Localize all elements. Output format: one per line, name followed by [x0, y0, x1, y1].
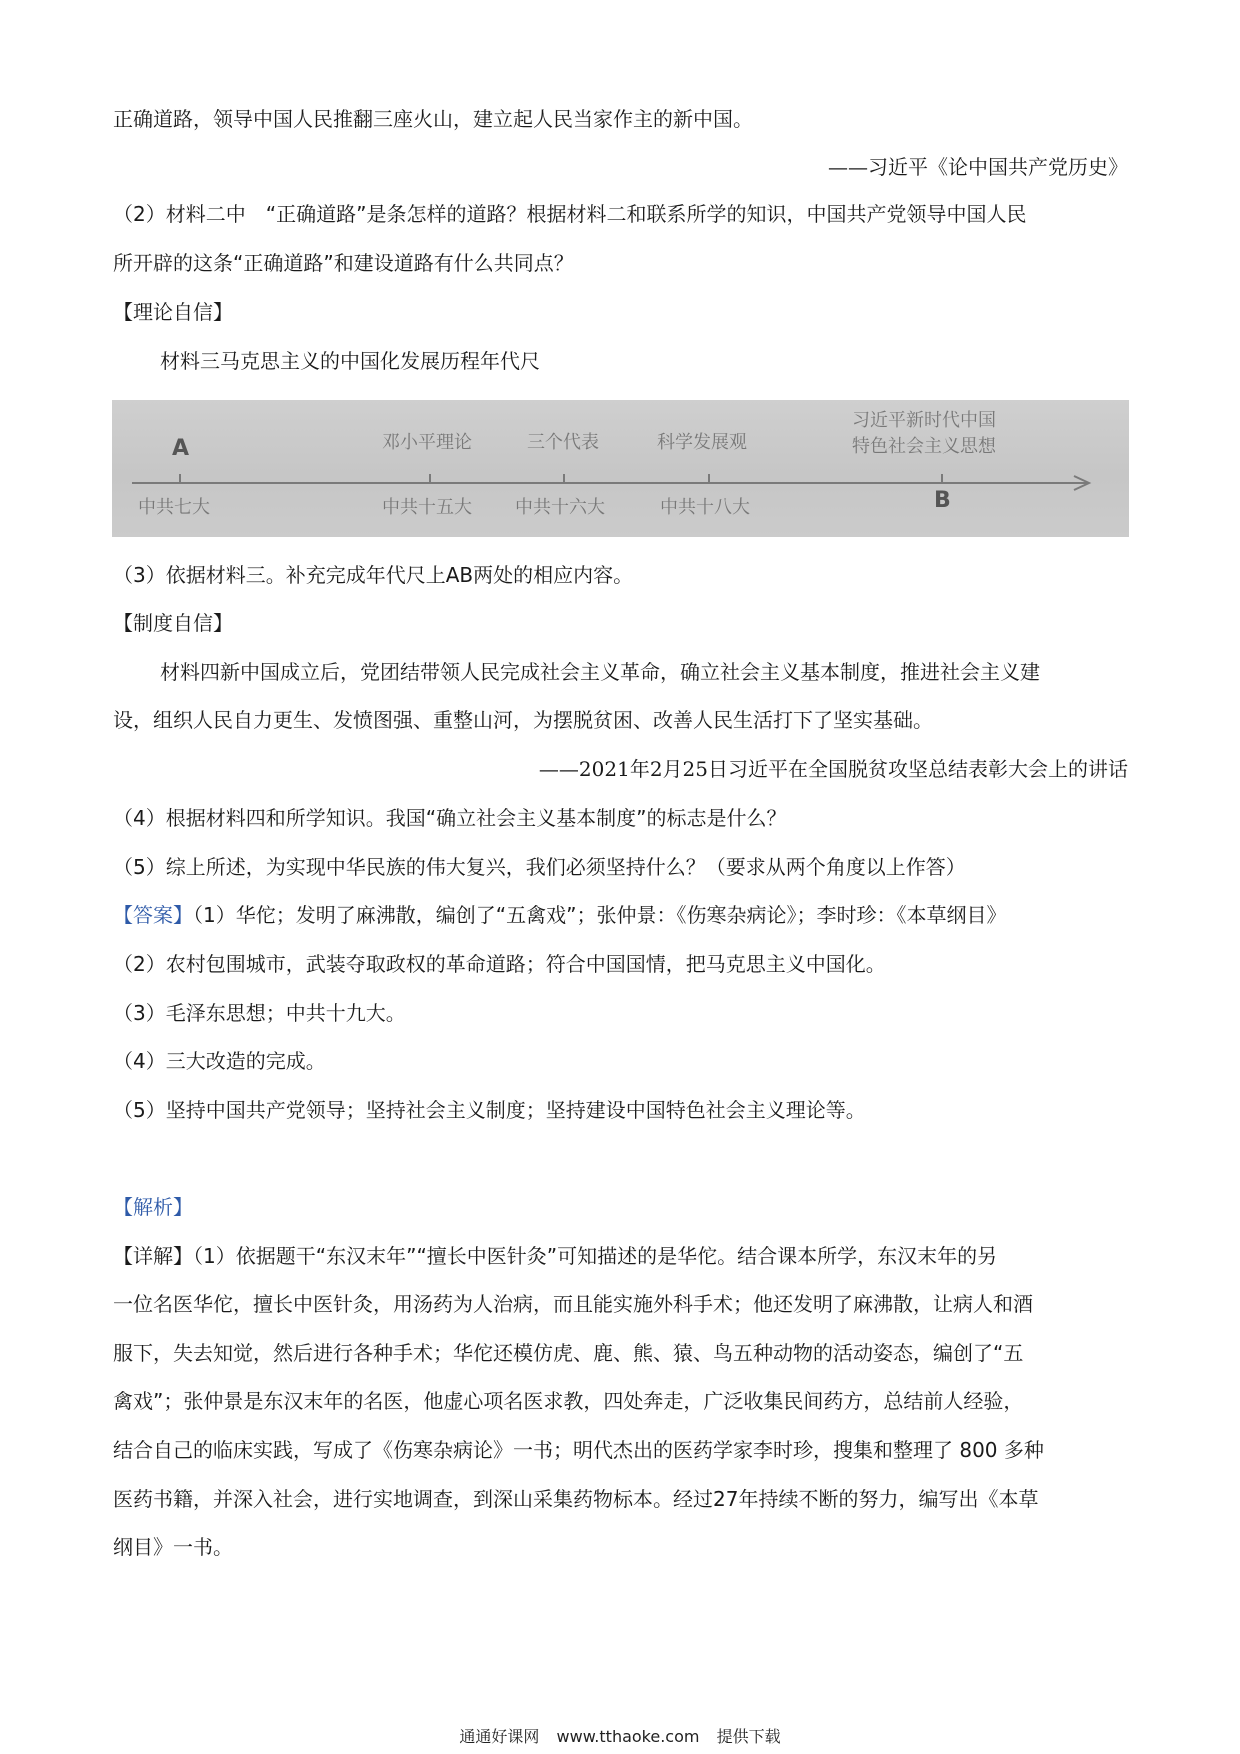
question-3: （3）依据材料三。补充完成年代尺上AB两处的相应内容。 — [113, 563, 634, 587]
analysis-line-7: 纲目》一书。 — [113, 1535, 233, 1559]
analysis-line-5: 结合自己的临床实践，写成了《伤寒杂病论》一书；明代杰出的医药学家李时珍，搜集和整理了 800 多种 — [113, 1438, 1044, 1462]
detail-tag: 【详解】 — [113, 1244, 193, 1268]
section-system-heading: 【制度自信】 — [113, 611, 233, 635]
answer-1-text: （1）华佗；发明了麻沸散，编创了“五禽戏”；张仲景：《伤寒杂病论》；李时珍：《本草纲目》 — [193, 903, 1007, 927]
timeline-label-three-represents: 三个代表 — [527, 432, 599, 453]
analysis-line-3: 服下，失去知觉，然后进行各种手术；华佗还模仿虎、鹿、熊、猿、鸟五种动物的活动姿态，编创了“五 — [113, 1341, 1024, 1365]
analysis-line-2: 一位名医华佗，擅长中医针灸，用汤药为人治病，而且能实施外科手术；他还发明了麻沸散，让病人和酒 — [113, 1292, 1033, 1316]
material3-title: 材料三马克思主义的中国化发展历程年代尺 — [160, 349, 540, 373]
material4-line1: 材料四新中国成立后，党团结带领人民完成社会主义革命，确立社会主义基本制度，推进社会主义建 — [160, 660, 1040, 684]
question-5: （5）综上所述，为实现中华民族的伟大复兴，我们必须坚持什么？（要求从两个角度以上作答） — [113, 855, 966, 879]
timeline-label-15th-congress: 中共十五大 — [382, 497, 472, 518]
answer-1 — [113, 900, 1129, 930]
question-4: （4）根据材料四和所学知识。我国“确立社会主义基本制度”的标志是什么？ — [113, 806, 787, 830]
timeline-label-b: B — [934, 488, 951, 513]
timeline-label-16th-congress: 中共十六大 — [515, 497, 605, 518]
analysis-line-4: 禽戏”；张仲景是东汉末年的名医，他虚心项名医求教，四处奔走，广泛收集民间药方，总结前人经验， — [113, 1389, 1024, 1413]
answer-3: （3）毛泽东思想；中共十九大。 — [113, 1001, 406, 1025]
timeline-figure — [112, 400, 1129, 537]
timeline-label-18th-congress: 中共十八大 — [660, 497, 750, 518]
footer-site: 通通好课网 — [459, 1727, 540, 1746]
answer-4: （4）三大改造的完成。 — [113, 1049, 326, 1073]
material4-source: ——2021年2月25日习近平在全国脱贫攻坚总结表彰大会上的讲话 — [538, 757, 1128, 781]
answer-2: （2）农村包围城市，武装夺取政权的革命道路；符合中国国情，把马克思主义中国化。 — [113, 952, 886, 976]
timeline-label-scientific: 科学发展观 — [657, 432, 747, 453]
question-2-line2: 所开辟的这条“正确道路”和建设道路有什么共同点？ — [113, 251, 574, 275]
footer-suffix: 提供下载 — [716, 1727, 781, 1746]
footer-url-link[interactable]: www.tthaoke.com — [556, 1727, 700, 1746]
analysis-heading: 【解析】 — [113, 1195, 193, 1219]
analysis-line-6: 医药书籍，并深入社会，进行实地调查，到深山采集药物标本。经过27年持续不断的努力，编写出《本草 — [113, 1487, 1039, 1511]
timeline-label-deng: 邓小平理论 — [382, 432, 472, 453]
analysis-line-1-text: （1）依据题干“东汉末年”“擅长中医针灸”可知描述的是华佗。结合课本所学，东汉末年的另 — [193, 1244, 998, 1268]
analysis-line-1 — [113, 1241, 1129, 1271]
answer-5: （5）坚持中国共产党领导；坚持社会主义制度；坚持建设中国特色社会主义理论等。 — [113, 1098, 866, 1122]
section-theory-heading: 【理论自信】 — [113, 300, 233, 324]
timeline-label-a: A — [172, 436, 190, 461]
answer-tag: 【答案】 — [113, 903, 193, 927]
material2-text: 正确道路，领导中国人民推翻三座火山，建立起人民当家作主的新中国。 — [113, 107, 753, 131]
page-footer — [0, 1724, 1240, 1747]
question-2-line1: （2）材料二中 “正确道路”是条怎样的道路？根据材料二和联系所学的知识，中国共产党领导中国人民 — [113, 202, 1027, 226]
material2-source: ——习近平《论中国共产党历史》 — [828, 155, 1128, 179]
timeline-label-7th-congress: 中共七大 — [138, 497, 210, 518]
timeline-label-xi-line1: 习近平新时代中国 — [852, 410, 996, 431]
material4-line2: 设，组织人民自力更生、发愤图强、重整山河，为摆脱贫困、改善人民生活打下了坚实基础。 — [113, 708, 933, 732]
timeline-label-xi-line2: 特色社会主义思想 — [852, 436, 996, 457]
